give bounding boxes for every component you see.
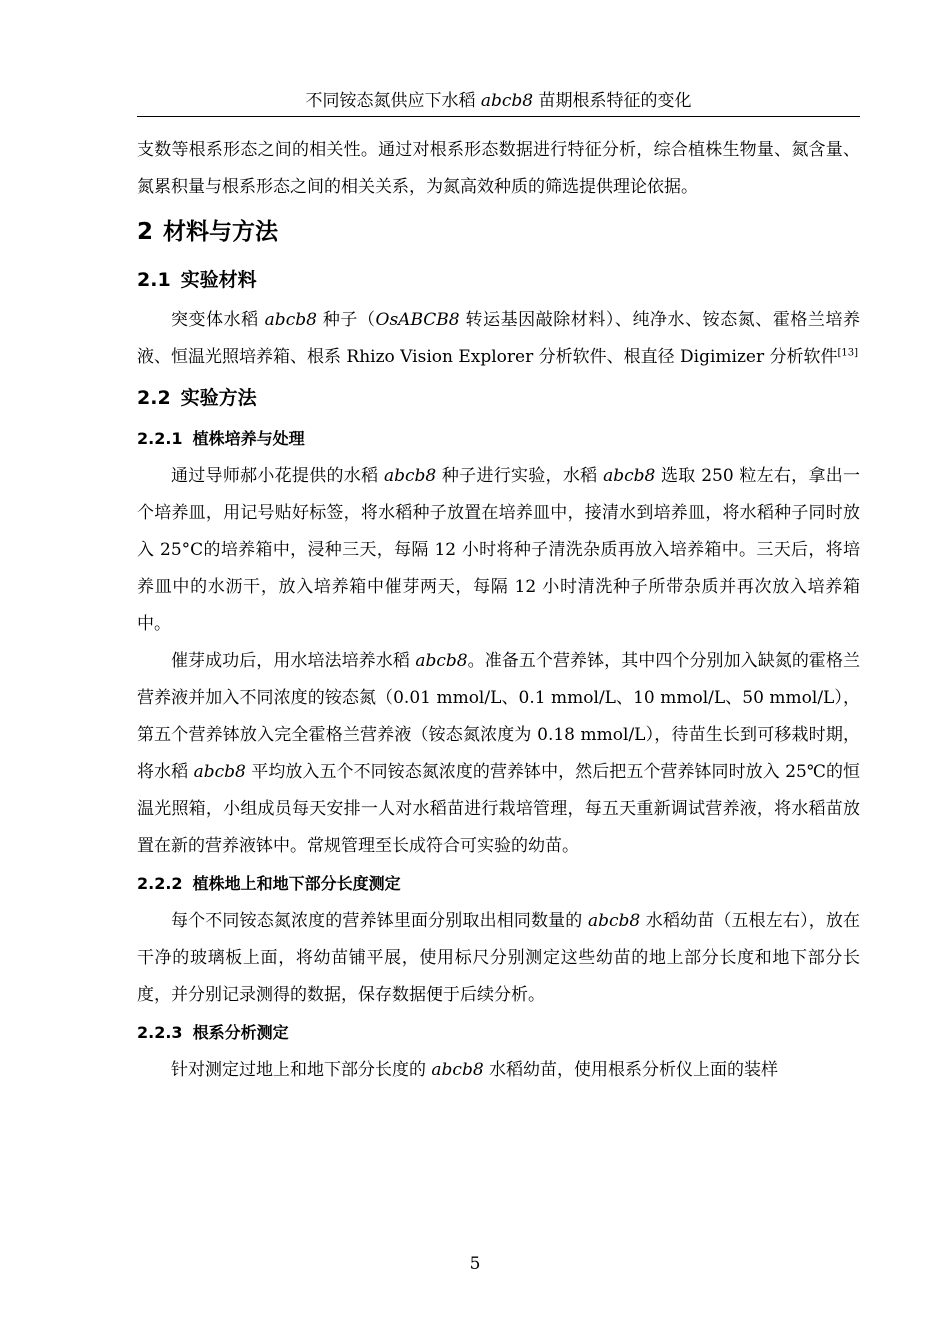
page-number: 5 (469, 1254, 481, 1274)
running-header: 不同铵态氮供应下水稻 abcb8 苗期根系特征的变化 (305, 91, 692, 111)
body-content (137, 132, 860, 1089)
materials-paragraph: 突变体水稻 abcb8 种子（OsABCB8 转运基因敲除材料）、纯净水、铵态氮、霍格兰培养液、恒温光照培养箱、根系 Rhizo Vision Explorer 分析软件、根直径 Digimizer 分析软件[13] (137, 310, 861, 367)
citation-marker: [13] (837, 347, 859, 359)
length-paragraph: 每个不同铵态氮浓度的营养钵里面分别取出相同数量的 abcb8 水稻幼苗（五根左右），放在干净的玻璃板上面，将幼苗铺平展，使用标尺分别测定这些幼苗的地上部分长度和地下部分长度，并分别记录测得的数据，保存数据便于后续分析。 (137, 911, 860, 1005)
culture-paragraph-1: 通过导师郝小花提供的水稻 abcb8 种子进行实验，水稻 abcb8 选取 250 粒左右，拿出一个培养皿，用记号贴好标签，将水稻种子放置在培养皿中，接清水到培养皿，将水稻种子同时放入 25°C的培养箱中，浸种三天，每隔 12 小时将种子清洗杂质再放入培养箱中。三天后，将培养皿中的水沥干，放入培养箱中催芽两天，每隔 12 小时清洗种子所带杂质并再次放入培养箱中。 (137, 466, 860, 634)
intro-paragraph: 支数等根系形态之间的相关性。通过对根系形态数据进行特征分析，综合植株生物量、氮含量、氮累积量与根系形态之间的相关关系，为氮高效种质的筛选提供理论依据。 (137, 140, 860, 197)
section-heading-2-2-1: 2.2.1 植株培养与处理 (137, 429, 305, 448)
section-heading-2-2-2: 2.2.2 植株地上和地下部分长度测定 (137, 874, 401, 893)
header-rule (137, 116, 860, 117)
section-heading-2-2: 2.2 实验方法 (137, 387, 257, 409)
section-heading-2-2-3: 2.2.3 根系分析测定 (137, 1023, 289, 1042)
section-heading-2: 2 材料与方法 (137, 219, 279, 245)
root-paragraph: 针对测定过地上和地下部分长度的 abcb8 水稻幼苗，使用根系分析仪上面的装样 (171, 1060, 779, 1080)
section-heading-2-1: 2.1 实验材料 (137, 269, 257, 291)
culture-paragraph-2: 催芽成功后，用水培法培养水稻 abcb8。准备五个营养钵，其中四个分别加入缺氮的霍格兰营养液并加入不同浓度的铵态氮（0.01 mmol/L、0.1 mmol/L、10 mmol/L、50 mmol/L），第五个营养钵放入完全霍格兰营养液（铵态氮浓度为 0.18 mmol/L），待苗生长到可移栽时期，将水稻 abcb8 平均放入五个不同铵态氮浓度的营养钵中，然后把五个营养钵同时放入 25℃的恒温光照箱，小组成员每天安排一人对水稻苗进行栽培管理，每五天重新调试营养液，将水稻苗放置在新的营养液钵中。常规管理至长成符合可实验的幼苗。 (137, 651, 861, 856)
